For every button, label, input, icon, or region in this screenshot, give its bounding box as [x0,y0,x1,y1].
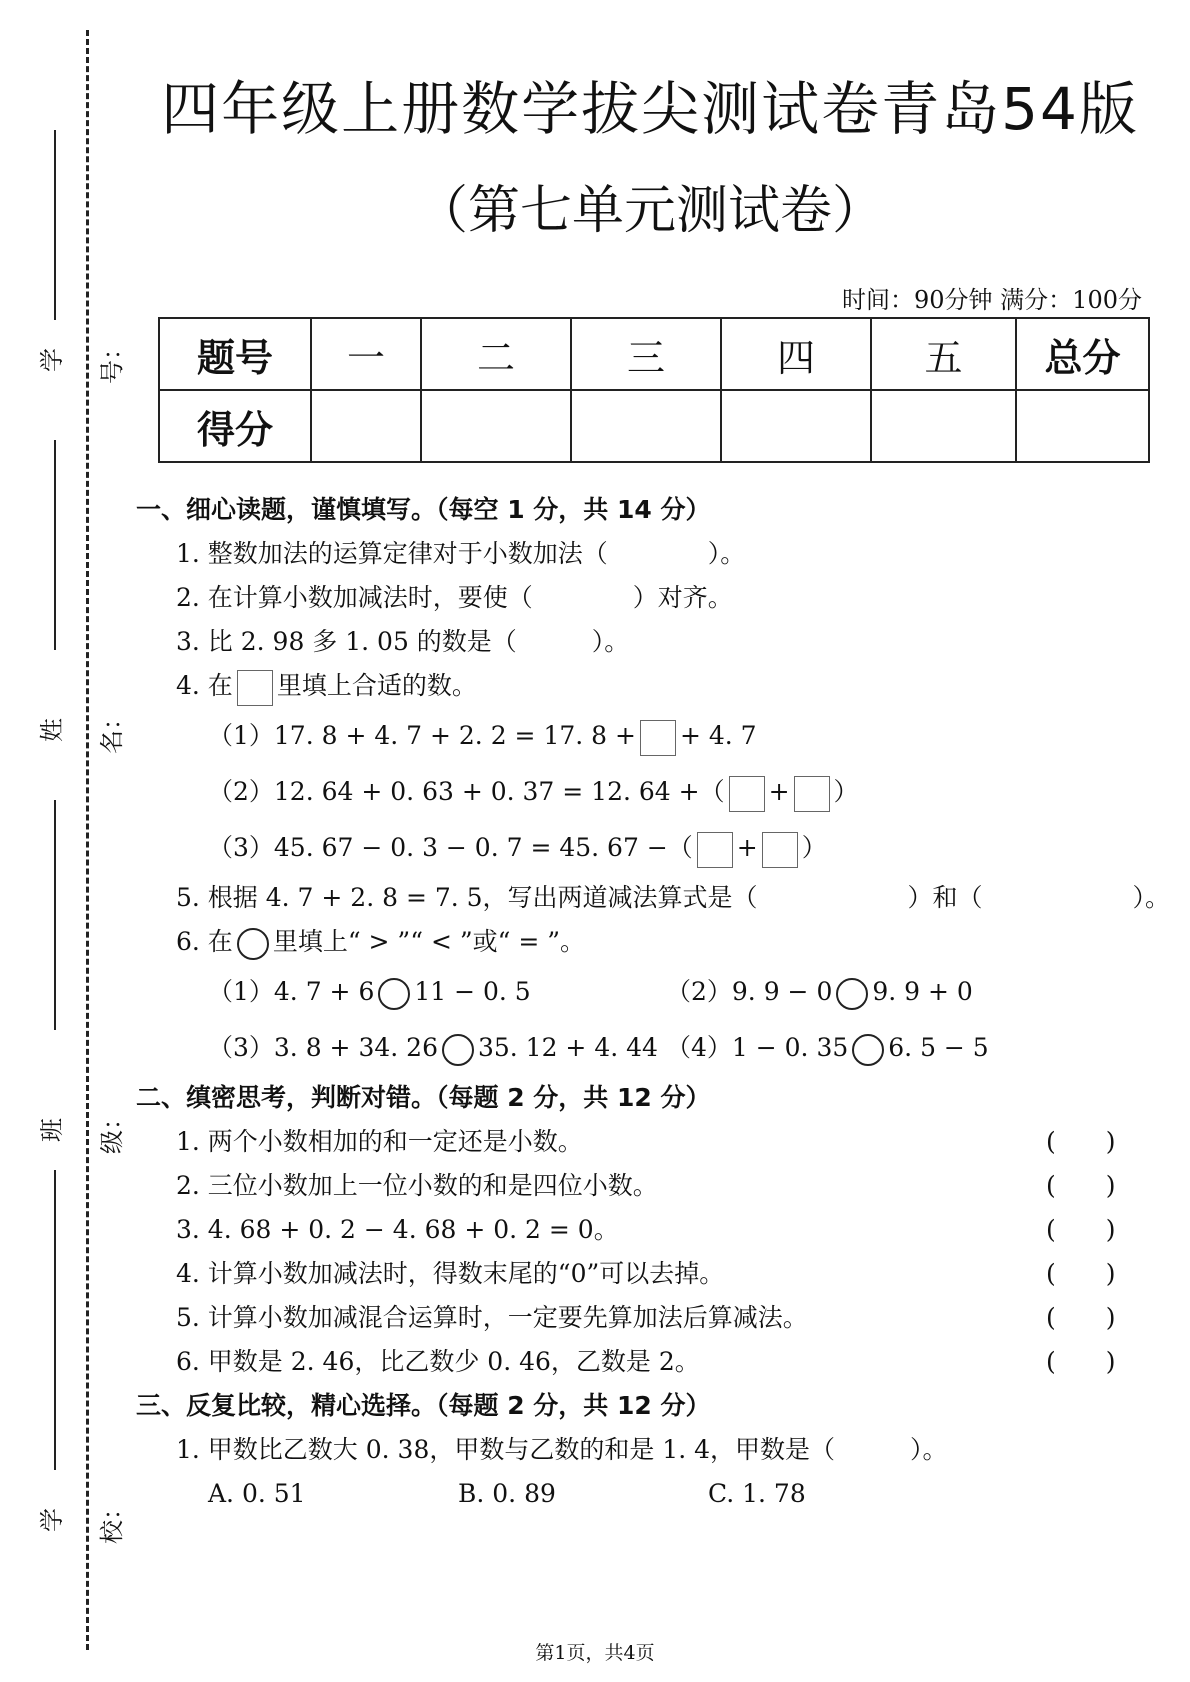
question-text: 5. 计算小数加减混合运算时，一定要先算加法后算减法。 [176,1303,808,1332]
score-table-header-row [159,318,1149,390]
question: 3. 比 2. 98 多 1. 05 的数是（ ）。 [176,627,630,656]
score-header-cell: 三 [571,318,721,390]
compare-circle[interactable] [378,978,410,1010]
score-table [158,317,1150,463]
question-text: 里填上“ > ”“ < ”或“ = ”。 [272,927,586,956]
score-input-cell[interactable] [311,390,421,462]
answer-box[interactable] [762,832,798,868]
question [136,920,1136,964]
score-input-cell[interactable] [721,390,871,462]
question-text: + 4. 7 [679,721,757,750]
question: 5. 根据 4. 7 + 2. 8 = 7. 5，写出两道减法算式是（ ）和（ ）。 [176,883,1171,912]
answer-paren[interactable]: ( ) [1046,1303,1116,1332]
option-a[interactable]: A. 0. 51 [208,1479,306,1508]
question-text: 3. 4. 68 + 0. 2 − 4. 68 + 0. 2 = 0。 [176,1215,619,1244]
class-label: 班级： [38,1106,126,1154]
option-b[interactable]: B. 0. 89 [458,1479,556,1508]
sub-question [136,964,1136,1020]
question: 2. 在计算小数加减法时，要使（ ）对齐。 [176,583,733,612]
question-text: （2）9. 9 − 0 [666,977,833,1006]
score-header-cell: 题号 [159,318,311,390]
question-text: 6. 5 − 5 [888,1033,989,1062]
option-c[interactable]: C. 1. 78 [708,1479,806,1508]
answer-box[interactable] [729,776,765,812]
sub-question-col2 [666,964,973,1020]
score-table-score-row [159,390,1149,462]
class-line[interactable] [54,800,56,1030]
question-text: 6. 甲数是 2. 46，比乙数少 0. 46，乙数是 2。 [176,1347,700,1376]
cut-line [86,30,89,1650]
compare-circle[interactable] [836,978,868,1010]
question-text: + [736,833,758,862]
score-row-label: 得分 [159,390,311,462]
answer-paren[interactable]: ( ) [1046,1347,1116,1376]
answer-box[interactable] [697,832,733,868]
question-text: （3）45. 67 − 0. 3 − 0. 7 = 45. 67 −（ [208,833,693,862]
sub-question [136,820,1136,876]
answer-paren[interactable]: ( ) [1046,1259,1116,1288]
binding-margin [0,0,126,1682]
judge-question [136,1296,1136,1340]
score-header-cell: 四 [721,318,871,390]
question [136,664,1136,708]
student-id-line[interactable] [54,130,56,320]
question-text: 4. 在 [176,671,233,700]
judge-question [136,1340,1136,1384]
school-line[interactable] [54,1170,56,1470]
page-title: 四年级上册数学拔尖测试卷青岛54版 [161,75,1139,143]
judge-question [136,1252,1136,1296]
question-text: 35. 12 + 4. 44 [477,1033,658,1062]
score-input-cell[interactable] [871,390,1016,462]
compare-circle[interactable] [442,1034,474,1066]
score-header-cell: 一 [311,318,421,390]
question-text: （1）17. 8 + 4. 7 + 2. 2 = 17. 8 + [208,721,636,750]
score-input-cell[interactable] [421,390,571,462]
question: 1. 整数加法的运算定律对于小数加法（ ）。 [176,539,746,568]
compare-circle[interactable] [852,1034,884,1066]
question-text: （1）4. 7 + 6 [208,977,375,1006]
score-input-cell[interactable] [1016,390,1149,462]
question-text: （4）1 − 0. 35 [666,1033,849,1062]
score-header-cell: 总分 [1016,318,1149,390]
compare-circle [237,928,269,960]
choice-options [136,1472,1136,1516]
answer-paren[interactable]: ( ) [1046,1171,1116,1200]
page-footer: 第1页，共4页 [535,1642,655,1664]
time-info: 时间：90分钟 满分：100分 [842,286,1142,314]
question-text: 4. 计算小数加减法时，得数末尾的“0”可以去掉。 [176,1259,725,1288]
question-text: ） [801,833,827,862]
question-text: 1. 两个小数相加的和一定还是小数。 [176,1127,583,1156]
answer-box[interactable] [794,776,830,812]
score-header-cell: 二 [421,318,571,390]
choice-question: 1. 甲数比乙数大 0. 38，甲数与乙数的和是 1. 4，甲数是（ ）。 [176,1435,948,1464]
question-text: 9. 9 + 0 [872,977,973,1006]
question-text: ） [833,777,859,806]
answer-paren[interactable]: ( ) [1046,1127,1116,1156]
sub-question-col2 [666,1020,989,1076]
section2-heading: 二、缜密思考，判断对错。（每题 2 分，共 12 分） [136,1083,711,1112]
sub-question [136,764,1136,820]
question-text: （3）3. 8 + 34. 26 [208,1033,438,1062]
section1-heading: 一、细心读题，谨慎填写。（每空 1 分，共 14 分） [136,495,711,524]
question-text: （2）12. 64 + 0. 63 + 0. 37 = 12. 64 +（ [208,777,725,806]
section3-heading: 三、反复比较，精心选择。（每题 2 分，共 12 分） [136,1391,711,1420]
answer-paren[interactable]: ( ) [1046,1215,1116,1244]
answer-box [237,670,273,706]
question-text: 2. 三位小数加上一位小数的和是四位小数。 [176,1171,658,1200]
student-id-label: 学号： [38,336,126,384]
exam-content [136,488,1171,1516]
score-input-cell[interactable] [571,390,721,462]
judge-question [136,1208,1136,1252]
page-subtitle: （第七单元测试卷） [415,181,884,241]
question-text: + [768,777,790,806]
score-header-cell: 五 [871,318,1016,390]
name-label: 姓名： [38,706,126,754]
judge-question [136,1164,1136,1208]
question-text: 里填上合适的数。 [276,671,477,700]
question-text: 6. 在 [176,927,233,956]
question-text: 11 − 0. 5 [414,977,531,1006]
judge-question [136,1120,1136,1164]
sub-question [136,708,1136,764]
name-line[interactable] [54,440,56,650]
sub-question [136,1020,1136,1076]
answer-box[interactable] [640,720,676,756]
school-label: 学校： [38,1496,126,1544]
